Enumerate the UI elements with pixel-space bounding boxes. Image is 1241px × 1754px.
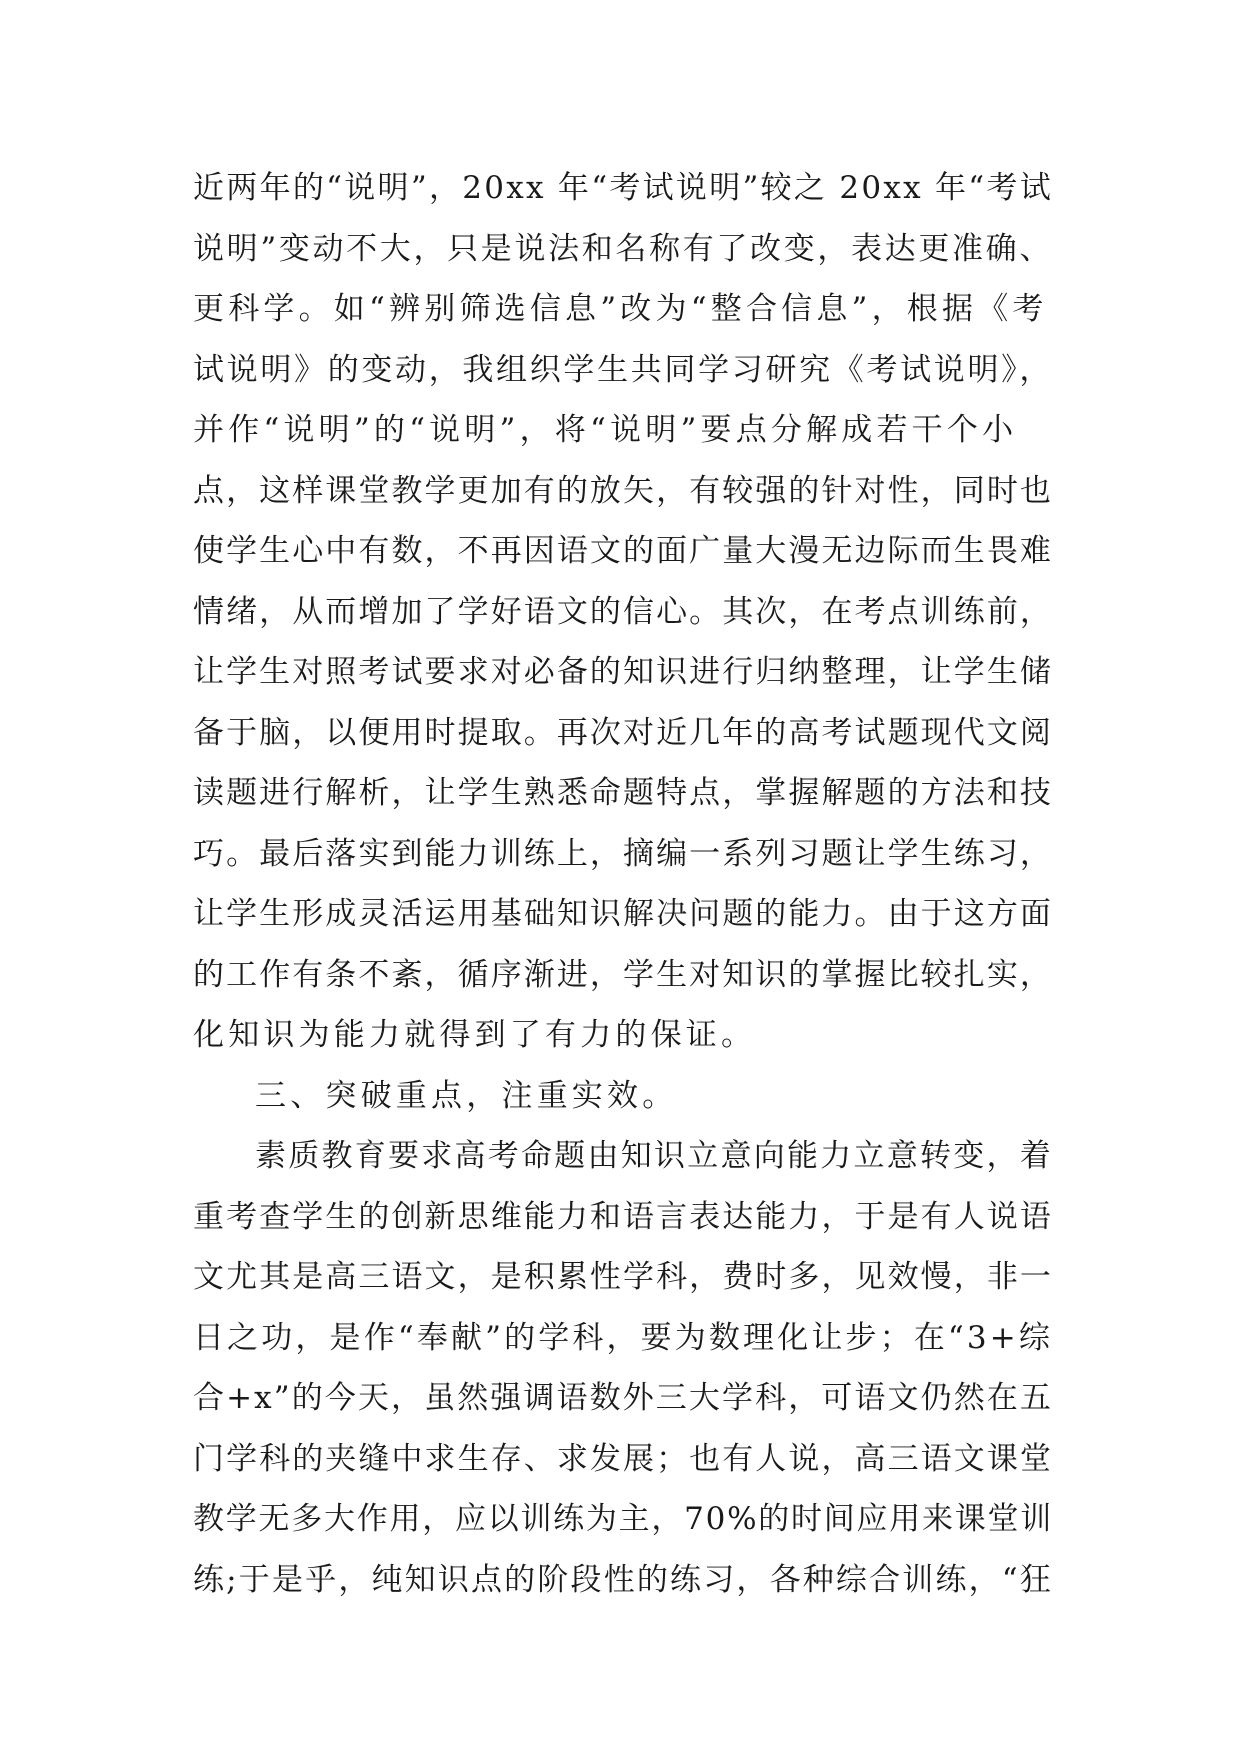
text-line: 试说明》的变动，我组织学生共同学习研究《考试说明》， (193, 351, 1053, 388)
text-line: 备于脑，以便用时提取。再次对近几年的高考试题现代文阅 (193, 714, 1053, 751)
text-line: 化知识为能力就得到了有力的保证。 (193, 1017, 757, 1053)
text-line: 日之功，是作“奉献”的学科，要为数理化让步；在“3+综 (193, 1319, 1053, 1356)
text-line: 文尤其是高三语文，是积累性学科，费时多，见效慢，非一 (193, 1259, 1053, 1295)
text-line: 更科学。如“辨别筛选信息”改为“整合信息”，根据《考 (193, 291, 1048, 327)
text-line: 点，这样课堂教学更加有的放矢，有较强的针对性，同时也 (193, 472, 1053, 509)
text-line: 使学生心中有数，不再因语文的面广量大漫无边际而生畏难 (193, 533, 1053, 569)
text-line: 说明”变动不大，只是说法和名称有了改变，表达更准确、 (193, 230, 1053, 267)
text-line: 三、突破重点，注重实效。 (255, 1077, 678, 1114)
text-line: 教学无多大作用，应以训练为主，70%的时间应用来课堂训 (193, 1501, 1053, 1537)
text-line: 读题进行解析，让学生熟悉命题特点，掌握解题的方法和技 (193, 775, 1053, 811)
text-line: 重考查学生的创新思维能力和语言表达能力，于是有人说语 (193, 1198, 1053, 1235)
text-line: 巧。最后落实到能力训练上，摘编一系列习题让学生练习， (193, 835, 1053, 872)
text-line: 的工作有条不紊，循序渐进，学生对知识的掌握比较扎实， (193, 956, 1053, 993)
text-line: 让学生形成灵活运用基础知识解决问题的能力。由于这方面 (193, 896, 1053, 932)
text-line: 并作“说明”的“说明”，将“说明”要点分解成若干个小 (193, 412, 1018, 448)
text-line: 练;于是乎，纯知识点的阶段性的练习，各种综合训练，“狂 (193, 1561, 1053, 1598)
text-line: 情绪，从而增加了学好语文的信心。其次，在考点训练前， (193, 593, 1053, 630)
text-line: 合+x”的今天，虽然强调语数外三大学科，可语文仍然在五 (193, 1380, 1053, 1416)
text-line: 门学科的夹缝中求生存、求发展；也有人说，高三语文课堂 (193, 1440, 1053, 1477)
text-line: 素质教育要求高考命题由知识立意向能力立意转变，着 (255, 1138, 1053, 1174)
text-line: 近两年的“说明”，20xx 年“考试说明”较之 20xx 年“考试 (193, 170, 1053, 206)
body-text (193, 158, 1053, 1610)
text-line: 让学生对照考试要求对必备的知识进行归纳整理，让学生储 (193, 654, 1053, 690)
